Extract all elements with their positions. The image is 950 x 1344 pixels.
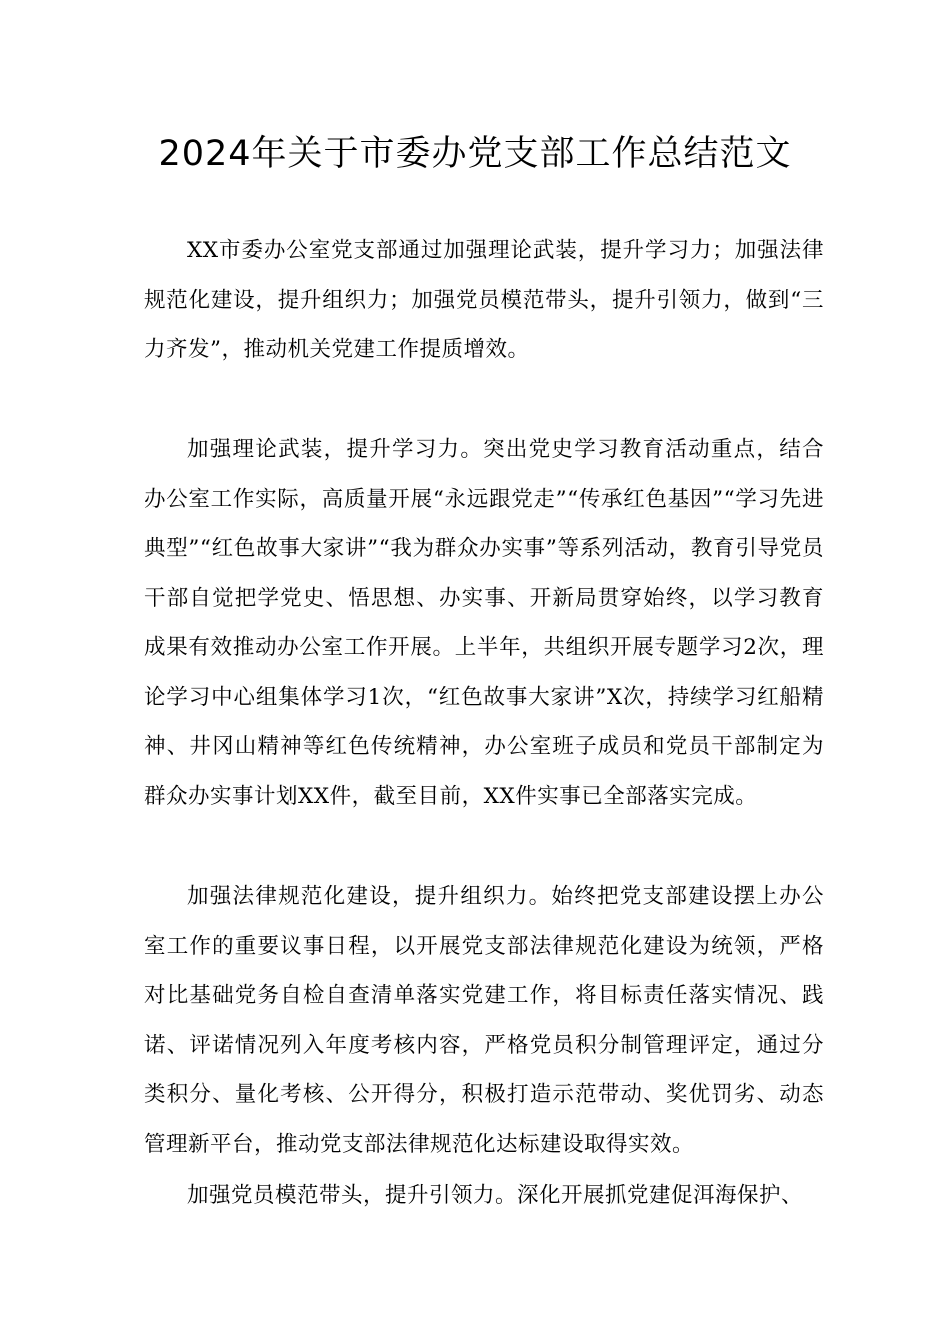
- paragraph-theory-study: 加强理论武装，提升学习力。突出党史学习教育活动重点，结合办公室工作实际，高质量开展“永远跟党走”“传承红色基因”“学习先进典型”“红色故事大家讲”“我为群众办实事”等系列活动，教育引导党员干部自觉把学党史、悟思想、办实事、开新局贯穿始终，以学习教育成果有效推动办公室工作开展。上半年，共组织开展专题学习2次，理论学习中心组集体学习1次，“红色故事大家讲”X次，持续学习红船精神、井冈山精神等红色传统精神，办公室班子成员和党员干部制定为群众办实事计划XX件，截至目前，XX件实事已全部落实完成。: [144, 437, 824, 809]
- paragraph-intro: XX市委办公室党支部通过加强理论武装，提升学习力；加强法律规范化建设，提升组织力；加强党员模范带头，提升引领力，做到“三力齐发”，推动机关党建工作提质增效。: [144, 238, 824, 362]
- paragraph-standardization: 加强法律规范化建设，提升组织力。始终把党支部建设摆上办公室工作的重要议事日程，以开展党支部法律规范化建设为统领，严格对比基础党务自检自查清单落实党建工作，将目标责任落实情况、践诺、评诺情况列入年度考核内容，严格党员积分制管理评定，通过分类积分、量化考核、公开得分，积极打造示范带动、奖优罚劣、动态管理新平台，推动党支部法律规范化达标建设取得实效。: [144, 884, 824, 1157]
- paragraph-party-members: 加强党员模范带头，提升引领力。深化开展抓党建促洱海保护、: [187, 1183, 804, 1208]
- document-title: 2024年关于市委办党支部工作总结范文: [158, 134, 792, 174]
